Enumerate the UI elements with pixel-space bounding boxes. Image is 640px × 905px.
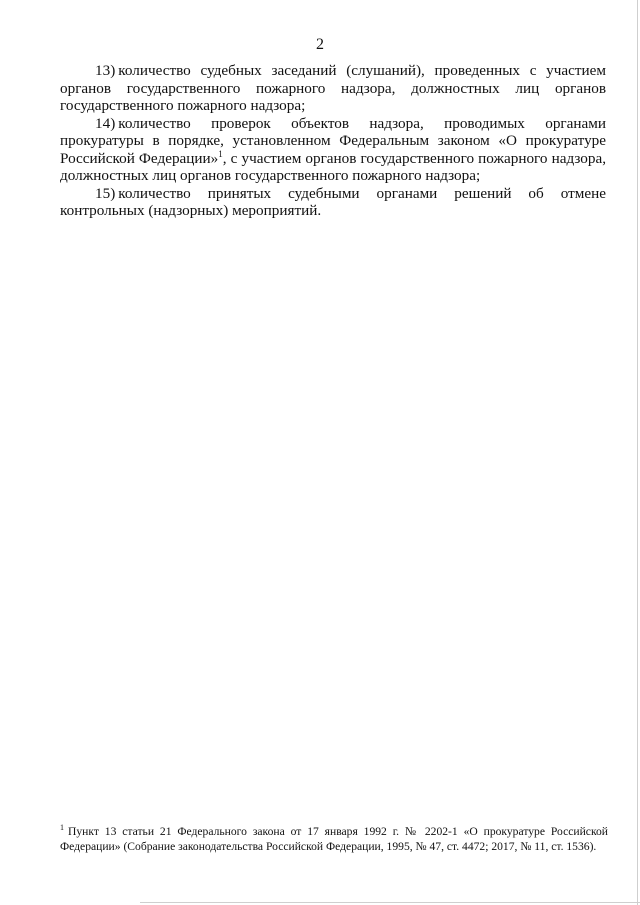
- page-number: 2: [316, 36, 324, 53]
- item-text-continued: , с участием органов государственного пожарного надзора, должностных лиц органов государственного пожарного надзора;: [60, 149, 607, 184]
- item-number: 15): [95, 184, 116, 202]
- list-item-15: [60, 185, 606, 220]
- scan-edge-bottom: [140, 902, 640, 903]
- footnote-reference: 1: [218, 148, 223, 159]
- list-item-14: [60, 115, 606, 185]
- item-number: 13): [95, 62, 116, 79]
- footnote: [60, 825, 608, 854]
- footnote-mark: 1: [60, 823, 64, 833]
- item-text: количество проверок объектов надзора, проводимых органами прокуратуры в порядке, установленном Федеральным законом «О прокуратуре Российской Федерации»: [60, 114, 606, 167]
- item-text: количество принятых судебными органами решений об отмене контрольных (надзорных) мероприятий.: [60, 184, 606, 219]
- document-body: [60, 62, 606, 220]
- item-text: количество судебных заседаний (слушаний), проведенных с участием органов государственного пожарного надзора, должностных лиц органов государственного пожарного надзора;: [60, 62, 606, 114]
- scan-edge-right: [637, 0, 638, 905]
- footnote-text: Пункт 13 статьи 21 Федерального закона от 17 января 1992 г. № 2202-1 «О прокуратуре Российской Федерации» (Собрание законодательства Российской Федерации, 1995, № 47, ст. 4472; 2017, № 11, ст. 1536).: [60, 825, 608, 853]
- item-number: 14): [95, 114, 116, 132]
- list-item-13: [60, 62, 606, 115]
